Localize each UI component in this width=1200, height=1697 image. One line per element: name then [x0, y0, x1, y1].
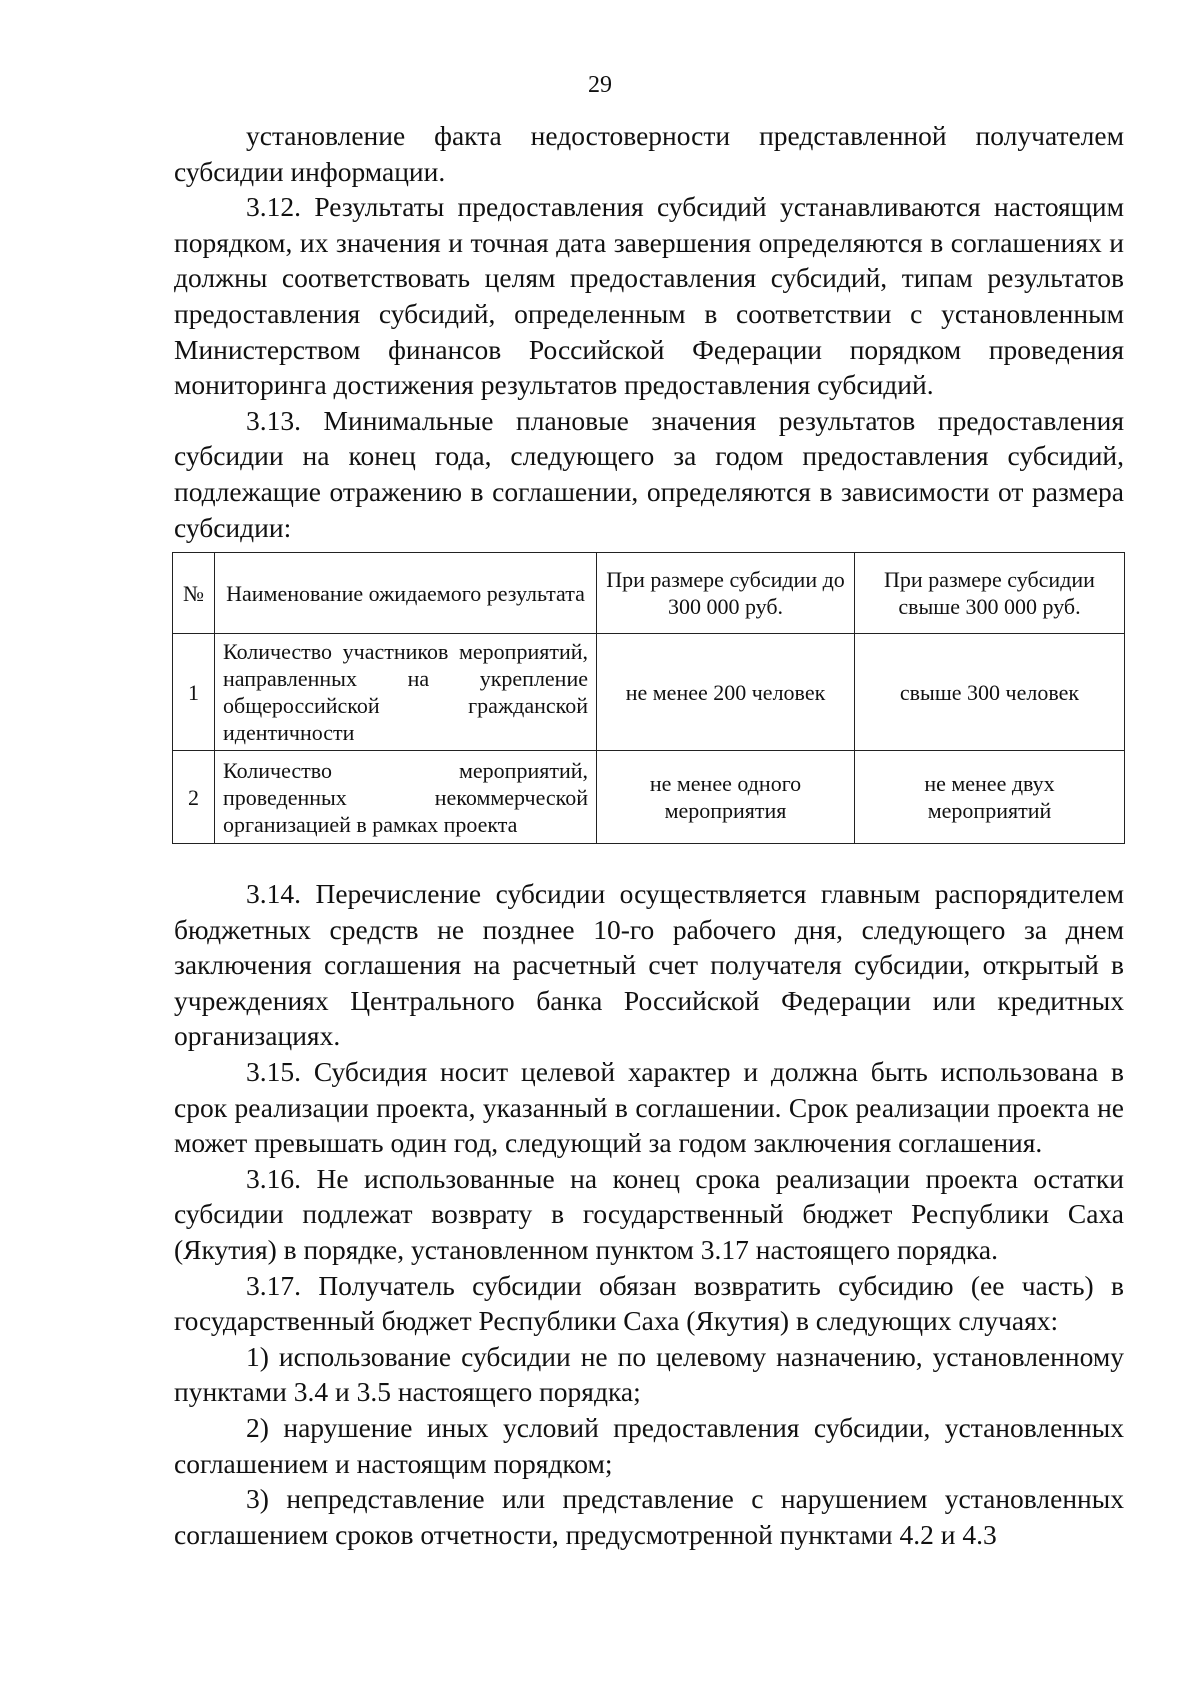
paragraph-3-13: 3.13. Минимальные плановые значения результатов предоставления субсидии на конец года, следующего за годом предоставления субсидий, подлежащие отражению в соглашении, определяются в зависимости от размера субсидии:: [174, 404, 1124, 543]
text-block-top: [174, 118, 1124, 545]
paragraph-3-14: 3.14. Перечисление субсидии осуществляется главным распорядителем бюджетных средств не позднее 10-го рабочего дня, следующего за днем заключения соглашения на расчетный счет получателя субсидии, открытый в учреждениях Центрального банка Российской Федерации или кредитных организациях.: [174, 878, 1124, 1052]
row-result-name: Количество участников мероприятий, направленных на укрепление общероссийской гражданской идентичности: [215, 634, 597, 751]
paragraph-3-12: 3.12. Результаты предоставления субсидий устанавливаются настоящим порядком, их значения и точная дата завершения определяются в соглашениях и должны соответствовать целям предоставления субсидий, типам результатов предоставления субсидий, определенным в соответствии с установленным Министерством финансов Российской Федерации порядком проведения мониторинга достижения результатов предоставления субсидий.: [174, 191, 1124, 401]
results-table: [172, 552, 1125, 844]
paragraph-3-15: 3.15. Субсидия носит целевой характер и должна быть использована в срок реализации проекта, указанный в соглашении. Срок реализации проекта не может превышать один год, следующий за годом заключения соглашения.: [174, 1055, 1124, 1159]
header-up-to-300000: При размере субсидии до 300 000 руб.: [597, 553, 855, 634]
row-up-to-value: не менее одного мероприятия: [597, 751, 855, 844]
header-num: №: [173, 553, 215, 634]
paragraph-3-17: 3.17. Получатель субсидии обязан возвратить субсидию (ее часть) в государственный бюджет Республики Саха (Якутия) в следующих случаях:: [174, 1269, 1124, 1337]
list-item-3: 3) непредставление или представление с нарушением установленных соглашением сроков отчетности, предусмотренной пунктами 4.2 и 4.3: [174, 1483, 1124, 1550]
row-num: 1: [173, 634, 215, 751]
header-over-300000: При размере субсидии свыше 300 000 руб.: [855, 553, 1125, 634]
row-over-value: не менее двух мероприятий: [855, 751, 1125, 844]
row-result-name: Количество мероприятий, проведенных некоммерческой организацией в рамках проекта: [215, 751, 597, 844]
table-row: [173, 634, 1125, 751]
page-number: 29: [588, 72, 612, 98]
row-up-to-value: не менее 200 человек: [597, 634, 855, 751]
table-row: [173, 751, 1125, 844]
header-result-name: Наименование ожидаемого результата: [215, 553, 597, 634]
list-item-1: 1) использование субсидии не по целевому назначению, установленному пунктами 3.4 и 3.5 настоящего порядка;: [174, 1340, 1124, 1408]
row-over-value: свыше 300 человек: [855, 634, 1125, 751]
text-block-bottom: [174, 876, 1124, 1552]
row-num: 2: [173, 751, 215, 844]
paragraph-continuation: установление факта недостоверности представленной получателем субсидии информации.: [174, 120, 1124, 187]
list-item-2: 2) нарушение иных условий предоставления субсидии, установленных соглашением и настоящим порядком;: [174, 1411, 1124, 1479]
paragraph-3-16: 3.16. Не использованные на конец срока реализации проекта остатки субсидии подлежат возврату в государственный бюджет Республики Саха (Якутия) в порядке, установленном пунктом 3.17 настоящего порядка.: [174, 1162, 1124, 1265]
table-header-row: [173, 553, 1125, 634]
